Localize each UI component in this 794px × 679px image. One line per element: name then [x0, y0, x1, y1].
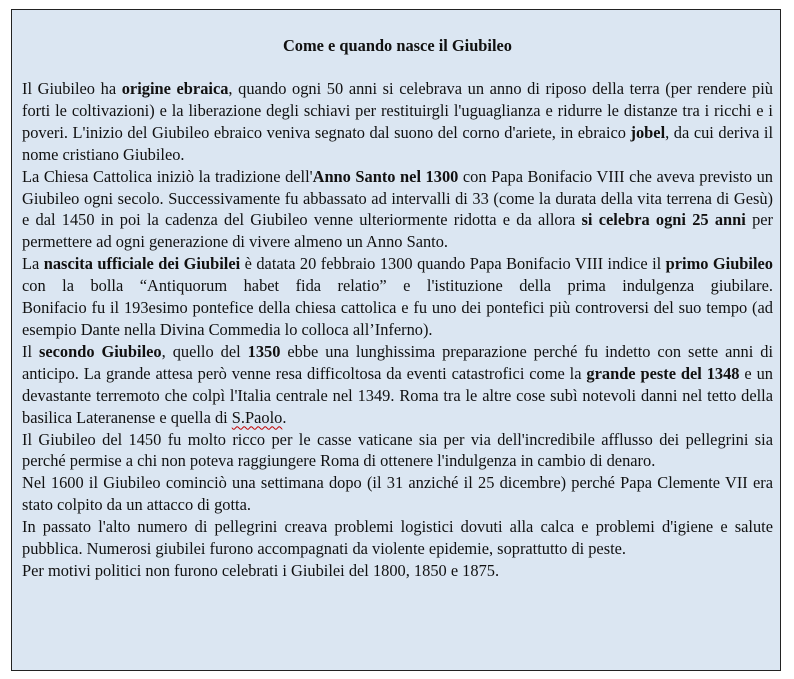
bold-text: Anno Santo nel 1300: [312, 166, 459, 186]
text-run: per permettere ad ogni generazione di vivere almeno un Anno Santo.: [22, 210, 773, 252]
text-run: , quello del: [161, 341, 248, 361]
text-run: Il Giubileo del 1450 fu molto ricco per le casse vaticane sia per via dell'incredibile afflusso dei pellegrini sia perché permise a chi non poteva raggiungere Roma di ottenere l'indulgenza in cambio di denaro.: [22, 429, 773, 471]
text-run: Bonifacio fu il 193esimo pontefice della chiesa cattolica e fu uno dei pontefici più controversi del suo tempo (ad esempio Dante nella Divina Commedia lo colloca all’Inferno).: [22, 298, 773, 339]
text-run: .: [282, 407, 287, 427]
paragraph: [22, 341, 773, 429]
text-run: Per motivi politici non furono celebrati i Giubilei del 1800, 1850 e 1875.: [22, 560, 500, 580]
spellcheck-flagged-word: S.Paolo: [231, 407, 283, 427]
bold-text: primo Giubileo: [665, 254, 774, 274]
bold-text: 1350: [247, 341, 281, 361]
document-body: [22, 78, 773, 582]
bold-text: jobel: [630, 122, 666, 142]
paragraph: [22, 560, 773, 582]
paragraph: [22, 253, 773, 297]
paragraph: [22, 472, 773, 516]
bold-text: grande peste del 1348: [586, 363, 740, 383]
text-run: Il: [22, 341, 39, 361]
paragraph: [22, 516, 773, 560]
paragraph: [22, 429, 773, 473]
bold-text: secondo Giubileo: [38, 341, 162, 361]
paragraph: [22, 78, 773, 166]
text-run: con Papa Bonifacio VIII che aveva previsto un Giubileo ogni secolo. Successivamente fu abbassato ad intervalli di 33 (come la durata della vita terrena di Gesù) e dal 1450 in poi la cadenza del Giubileo venne ulteriormente ridotta e da allora: [22, 166, 773, 230]
text-run: con la bolla “Antiquorum habet fida relatio” e l'istituzione della prima indulgenza giubilare.: [22, 276, 773, 296]
text-run: In passato l'alto numero di pellegrini creava problemi logistici dovuti alla calca e problemi d'igiene e salute pubblica. Numerosi giubilei furono accompagnati da violente epidemie, soprattutto di peste.: [22, 517, 773, 559]
bold-text: origine ebraica: [121, 79, 229, 98]
text-run: La Chiesa Cattolica iniziò la tradizione dell': [22, 166, 313, 186]
document-title: Come e quando nasce il Giubileo: [282, 36, 513, 55]
paragraph: [22, 166, 773, 254]
bold-text: nascita ufficiale dei Giubilei: [43, 254, 241, 274]
text-run: e un devastante terremoto che colpì l'Italia centrale nel 1349. Roma tra le altre cose subì notevoli danni nel tetto della basilica Lateranense e quella di: [22, 363, 773, 427]
bold-text: si celebra ogni 25 anni: [581, 210, 746, 230]
document-text-box: [11, 9, 781, 671]
text-run: , quando ogni 50 anni si celebrava un anno di riposo della terra (per rendere più forti le coltivazioni) e la liberazione degli schiavi per restituirgli l'uguaglianza e ridurre le distanze tra i ricchi e i poveri. L'inizio del Giubileo ebraico veniva segnato dal suono del corno d'ariete, in ebraico: [22, 79, 773, 142]
text-run: ebbe una lunghissima preparazione perché fu indetto con sette anni di anticipo. La grande attesa però venne resa difficoltosa da eventi catastrofici come la: [22, 341, 773, 383]
text-run: , da cui deriva il nome cristiano Giubileo.: [22, 122, 774, 164]
text-run: Nel 1600 il Giubileo cominciò una settimana dopo (il 31 anziché il 25 dicembre) perché Papa Clemente VII era stato colpito da un attacco di gotta.: [22, 473, 773, 515]
text-run: è datata 20 febbraio 1300 quando Papa Bonifacio VIII indice il: [240, 254, 666, 274]
paragraph: [22, 297, 773, 341]
text-run: Il Giubileo ha: [22, 79, 122, 98]
text-run: La: [22, 254, 44, 274]
